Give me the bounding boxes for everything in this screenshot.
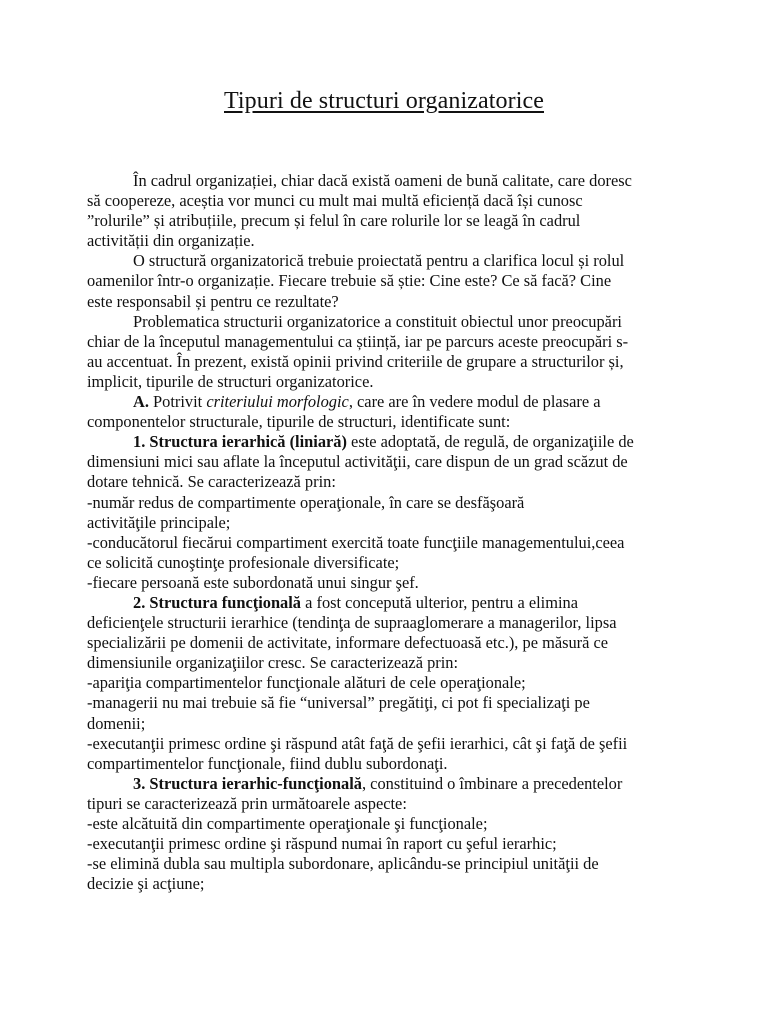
text-segment: -număr redus de compartimente operaţionale, în care se desfăşoară [87,492,525,512]
text-segment: ce solicită cunoştinţe profesionale diversificate; [87,552,400,572]
text-segment: componentelor structurale, tipurile de structuri, identificate sunt: [87,412,511,432]
bold-text: A. [133,392,149,412]
text-segment: -executanţii primesc ordine şi răspund numai în raport cu şeful ierarhic; [87,834,557,854]
document-body [87,171,687,894]
text-segment: deficienţele structurii ierarhice (tendinţa de supraaglomerare a managerilor, lipsa [87,613,617,633]
text-line [87,372,687,392]
text-segment: tipuri se caracterizează prin următoarele aspecte: [87,793,407,813]
text-segment: chiar de la începutul managementului ca știință, iar pe parcurs aceste preocupări s- [87,331,629,351]
text-segment: decizie şi acţiune; [87,874,205,894]
text-line [87,734,687,754]
text-segment: implicit, tipurile de structuri organizatorice. [87,371,374,391]
text-line [87,874,687,894]
text-line [87,312,687,332]
text-line [87,251,687,271]
text-segment: dimensiunile organizaţiilor cresc. Se caracterizează prin: [87,653,459,673]
text-line [87,834,687,854]
text-segment: , constituind o îmbinare a precedentelor [361,773,623,793]
text-segment: oamenilor într-o organizație. Fiecare trebuie să știe: Cine este? Ce să facă? Cine [87,271,612,291]
text-segment: domenii; [87,713,146,733]
text-segment: , care are în vedere modul de plasare a [348,392,601,412]
text-line [87,573,687,593]
text-segment: -fiecare persoană este subordonată unui singur şef. [87,572,419,592]
text-segment: specializării pe domenii de activitate, informare defectuoasă etc.), pe măsură ce [87,633,609,653]
text-line [87,332,687,352]
text-segment: activității din organizație. [87,231,255,251]
text-line [87,472,687,492]
text-segment: a fost concepută ulterior, pentru a elimina [301,592,578,612]
text-line [87,673,687,693]
text-line [87,593,687,613]
text-line [87,292,687,312]
text-segment: compartimentelor funcţionale, fiind dublu subordonaţi. [87,753,448,773]
text-line [87,553,687,573]
text-segment: -este alcătuită din compartimente operaţionale şi funcţionale; [87,814,488,833]
text-segment: să coopereze, aceștia vor munci cu mult mai multă eficiență dacă își cunosc [87,191,583,211]
document-title: Tipuri de structuri organizatorice [224,88,544,114]
text-segment: dimensiuni mici sau aflate la începutul activităţii, care dispun de un grad scăzut de [87,452,628,472]
text-line [87,513,687,533]
text-line [87,493,687,513]
text-line [87,533,687,553]
text-segment: -se elimină dubla sau multipla subordonare, aplicându-se principiul unităţii de [87,854,599,874]
text-segment: Potrivit [148,392,207,412]
text-line [87,794,687,814]
text-segment: este responsabil și pentru ce rezultate? [87,291,339,311]
text-segment: au accentuat. În prezent, există opinii privind criteriile de grupare a structurilor și, [87,351,624,371]
text-line [87,171,687,191]
text-line [87,392,687,412]
text-segment: -managerii nu mai trebuie să fie “universal” pregătiţi, ci pot fi specializaţi pe [87,693,590,713]
text-line [87,613,687,633]
text-line [87,814,687,834]
italic-text: criteriului morfologic [206,392,349,412]
text-line [87,432,687,452]
text-segment: -apariţia compartimentelor funcţionale alături de cele operaţionale; [87,673,526,693]
text-line [87,693,687,713]
text-line [87,633,687,653]
text-line [87,774,687,794]
text-segment: activităţile principale; [87,512,231,532]
text-line [87,854,687,874]
text-line [87,653,687,673]
text-line [87,231,687,251]
text-line [87,211,687,231]
text-line [87,714,687,734]
text-line [87,271,687,291]
text-segment: este adoptată, de regulă, de organizaţiile de [346,432,634,452]
text-segment: dotare tehnică. Se caracterizează prin: [87,472,336,492]
text-segment: În cadrul organizației, chiar dacă există oameni de bună calitate, care doresc [133,171,632,190]
text-segment: O structură organizatorică trebuie proiectată pentru a clarifica locul și rolul [133,251,625,271]
text-segment: Problematica structurii organizatorice a constituit obiectul unor preocupări [133,311,622,331]
text-segment: ”rolurile” și atribuțiile, precum și felul în care rolurile lor se leagă în cadrul [87,211,581,231]
text-segment: -conducătorul fiecărui compartiment exercită toate funcţiile managementului,ceea [87,532,625,552]
bold-text: 2. Structura funcţională [133,592,302,612]
text-line [87,352,687,372]
text-line [87,452,687,472]
text-segment: -executanţii primesc ordine şi răspund atât faţă de şefii ierarhici, cât şi faţă de şefii [87,733,628,753]
text-line [87,191,687,211]
text-line [87,412,687,432]
bold-text: 1. Structura ierarhică (liniară) [133,432,347,452]
text-line [87,754,687,774]
bold-text: 3. Structura ierarhic-funcţională [133,773,362,793]
